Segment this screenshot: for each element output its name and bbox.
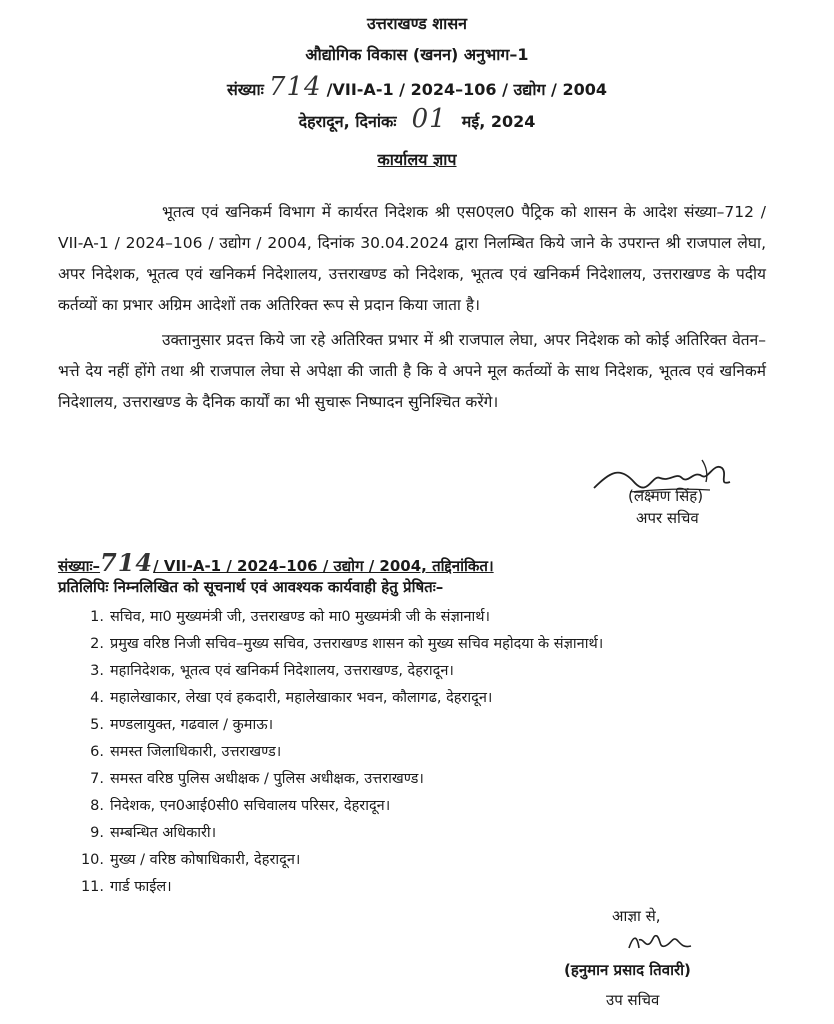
- ref-prefix: संख्याः: [226, 80, 264, 99]
- list-item-number: 11.: [80, 879, 104, 895]
- copy-reference-line: [58, 548, 494, 577]
- list-item: [58, 631, 603, 658]
- list-item-text: समस्त जिलाधिकारी, उत्तराखण्ड।: [110, 744, 282, 760]
- list-item-number: 2.: [90, 636, 104, 652]
- list-item: [58, 874, 603, 901]
- list-item: [58, 685, 603, 712]
- list-item: [58, 604, 603, 631]
- list-item-text: गार्ड फाईल।: [110, 879, 172, 895]
- list-item-number: 5.: [90, 717, 104, 733]
- signatory-2-name: (हनुमान प्रसाद तिवारी): [564, 961, 691, 979]
- list-item-text: सम्बन्धित अधिकारी।: [110, 825, 217, 841]
- list-item: [58, 739, 603, 766]
- signature-hanuman-prasad-tiwari: [625, 926, 695, 958]
- paragraph-2: उक्तानुसार प्रदत्त किये जा रहे अतिरिक्त प्रभार में श्री राजपाल लेघा, अपर निदेशक को कोई अतिरिक्त वेतन–भत्ते देय नहीं होंगे तथा श्री राजपाल लेघा से अपेक्षा की जाती है कि वे अपने मूल कर्तव्यों के साथ निदेशक, भूतत्व एवं खनिकर्म निदेशालय, उत्तराखण्ड के दैनिक कार्यों का भी सुचारू निष्पादन सुनिश्चित करेंगे।: [58, 331, 766, 411]
- signatory-2-designation: उप सचिव: [606, 991, 660, 1009]
- copy-ref-suffix: / VII-A-1 / 2024–106 / उद्योग / 2004, तद्दिनांकित।: [153, 557, 494, 575]
- list-item-text: मुख्य / वरिष्ठ कोषाधिकारी, देहरादून।: [110, 852, 301, 868]
- recipient-list: [58, 604, 603, 901]
- list-item-text: समस्त वरिष्ठ पुलिस अधीक्षक / पुलिस अधीक्षक, उत्तराखण्ड।: [110, 771, 424, 787]
- handwritten-date-day: 01: [411, 104, 447, 134]
- handwritten-ref-number: 714: [268, 72, 322, 102]
- reference-number-line: [0, 72, 834, 102]
- list-item-text: सचिव, मा0 मुख्यमंत्री जी, उत्तराखण्ड को मा0 मुख्यमंत्री जी के संज्ञानार्थ।: [110, 609, 491, 625]
- copy-heading: प्रतिलिपिः निम्नलिखित को सूचनार्थ एवं आवश्यक कार्यवाही हेतु प्रेषितः–: [58, 578, 444, 596]
- list-item-text: महानिदेशक, भूतत्व एवं खनिकर्म निदेशालय, उत्तराखण्ड, देहरादून।: [110, 663, 454, 679]
- paragraph-1: भूतत्व एवं खनिकर्म विभाग में कार्यरत निदेशक श्री एस0एल0 पैट्रिक को शासन के आदेश संख्या–712 / VII-A-1 / 2024–106 / उद्योग / 2004, दिनांक 30.04.2024 द्वारा निलम्बित किये जाने के उपरान्त श्री राजपाल लेघा, अपर निदेशक, भूतत्व एवं खनिकर्म निदेशालय, उत्तराखण्ड को निदेशक, भूतत्व एवं खनिकर्म निदेशालय, उत्तराखण्ड के पदीय कर्तव्यों का प्रभार अग्रिम आदेशों तक अतिरिक्त रूप से प्रदान किया जाता है।: [58, 203, 766, 314]
- list-item-number: 1.: [90, 609, 104, 625]
- date-suffix: मई, 2024: [461, 112, 536, 131]
- date-line: [0, 104, 834, 134]
- date-prefix: देहरादून, दिनांकः: [298, 112, 397, 131]
- list-item: [58, 820, 603, 847]
- list-item-number: 7.: [90, 771, 104, 787]
- ref-suffix: /VII-A-1 / 2024–106 / उद्योग / 2004: [326, 80, 608, 99]
- list-item-number: 10.: [80, 852, 104, 868]
- list-item: [58, 712, 603, 739]
- memo-title-wrap: [0, 148, 834, 170]
- list-item-text: निदेशक, एन0आई0सी0 सचिवालय परिसर, देहरादून।: [110, 798, 391, 814]
- list-item-number: 4.: [90, 690, 104, 706]
- list-item-number: 3.: [90, 663, 104, 679]
- section-name: औद्योगिक विकास (खनन) अनुभाग–1: [305, 45, 529, 64]
- list-item: [58, 847, 603, 874]
- copy-ref-prefix: संख्याः–: [58, 557, 101, 575]
- list-item-text: प्रमुख वरिष्ठ निजी सचिव–मुख्य सचिव, उत्तराखण्ड शासन को मुख्य सचिव महोदया के संज्ञानार्थ।: [110, 636, 604, 652]
- list-item: [58, 793, 603, 820]
- list-item-text: मण्डलायुक्त, गढवाल / कुमाऊ।: [110, 717, 274, 733]
- list-item: [58, 766, 603, 793]
- list-item: [58, 658, 603, 685]
- list-item-number: 9.: [90, 825, 104, 841]
- signatory-1-name: (लक्ष्मण सिंह): [628, 487, 704, 505]
- handwritten-copy-ref-number: 714: [100, 548, 154, 577]
- list-item-number: 8.: [90, 798, 104, 814]
- list-item-number: 6.: [90, 744, 104, 760]
- list-item-text: महालेखाकार, लेखा एवं हकदारी, महालेखाकार भवन, कौलागढ, देहरादून।: [110, 690, 493, 706]
- signatory-1-designation: अपर सचिव: [636, 509, 699, 527]
- closing-by-order: आज्ञा से,: [612, 907, 661, 925]
- government-name: उत्तराखण्ड शासन: [366, 14, 468, 33]
- memo-title: कार्यालय ज्ञाप: [377, 150, 457, 169]
